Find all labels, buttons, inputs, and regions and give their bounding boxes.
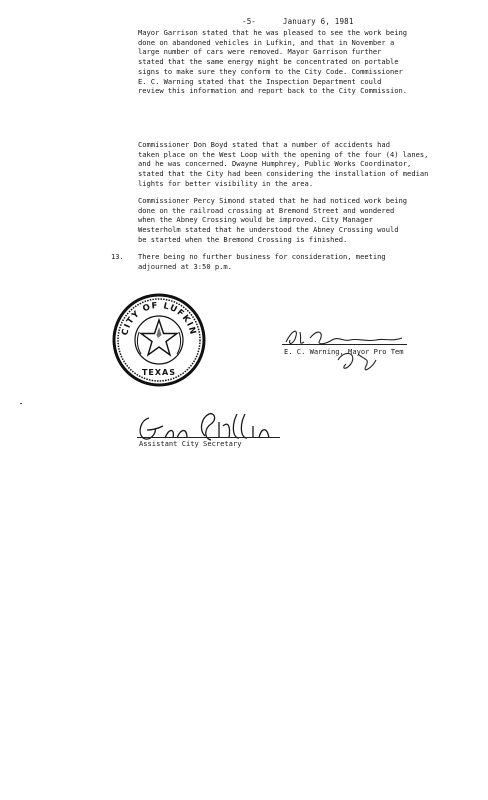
text-line: review this information and report back to the City Commission. — [138, 86, 408, 96]
city-seal-icon — [111, 292, 207, 388]
signature-line — [137, 437, 280, 438]
text-line: be started when the Bremond Crossing is finished. — [138, 234, 348, 244]
text-line: stated that the same energy might be concentrated on portable — [138, 57, 399, 67]
paragraph-railroad-crossing — [138, 196, 446, 245]
page-number: -5- — [242, 17, 257, 26]
text-line: large number of cars were removed. Mayor Garrison further — [138, 47, 382, 57]
text-line: Commissioner Don Boyd stated that a number of accidents had — [138, 140, 390, 149]
paragraph-abandoned-vehicles — [138, 28, 446, 96]
text-line: There being no further business for consideration, meeting — [138, 252, 386, 261]
mayor-pro-tem-name: E. C. Warning, Mayor Pro Tem — [284, 347, 404, 356]
seal-text: CITY OF LUFKIN — [120, 300, 198, 337]
text-line: and he was concerned. Dwayne Humphrey, Public Works Coordinator, — [138, 159, 412, 169]
page-header — [242, 17, 354, 26]
text-line: taken place on the West Loop with the opening of the four (4) lanes, — [138, 149, 429, 159]
meeting-date: January 6, 1981 — [282, 17, 354, 26]
paragraph-west-loop-accidents — [138, 140, 446, 189]
item-number: 13. — [111, 252, 124, 261]
text-line: stated that the City had been considering the installation of median — [138, 169, 429, 179]
text-line: signs to make sure they conform to the City Code. Commissioner — [138, 66, 403, 76]
signature-line — [282, 344, 407, 345]
text-line: Commissioner Percy Simond stated that he had noticed work being — [138, 196, 408, 205]
scan-speck — [20, 403, 22, 404]
text-line: done on the railroad crossing at Bremond Street and wondered — [138, 205, 395, 215]
text-line: lights for better visibility in the area. — [138, 178, 314, 188]
seal-bottom-text: TEXAS — [141, 368, 177, 377]
text-line: Mayor Garrison stated that he was pleased to see the work being — [138, 28, 408, 37]
text-line: Westerholm stated that he understood the Abney Crossing would — [138, 225, 399, 235]
text-line: when the Abney Crossing would be improved. City Manager — [138, 215, 373, 225]
paragraph-adjournment — [138, 252, 446, 271]
text-line: adjourned at 3:50 p.m. — [138, 261, 232, 271]
text-line: done on abandoned vehicles in Lufkin, and that in November a — [138, 37, 395, 47]
assistant-secretary-title: Assistant City Secretary — [139, 439, 242, 448]
text-line: E. C. Warning stated that the Inspection Department could — [138, 76, 382, 86]
